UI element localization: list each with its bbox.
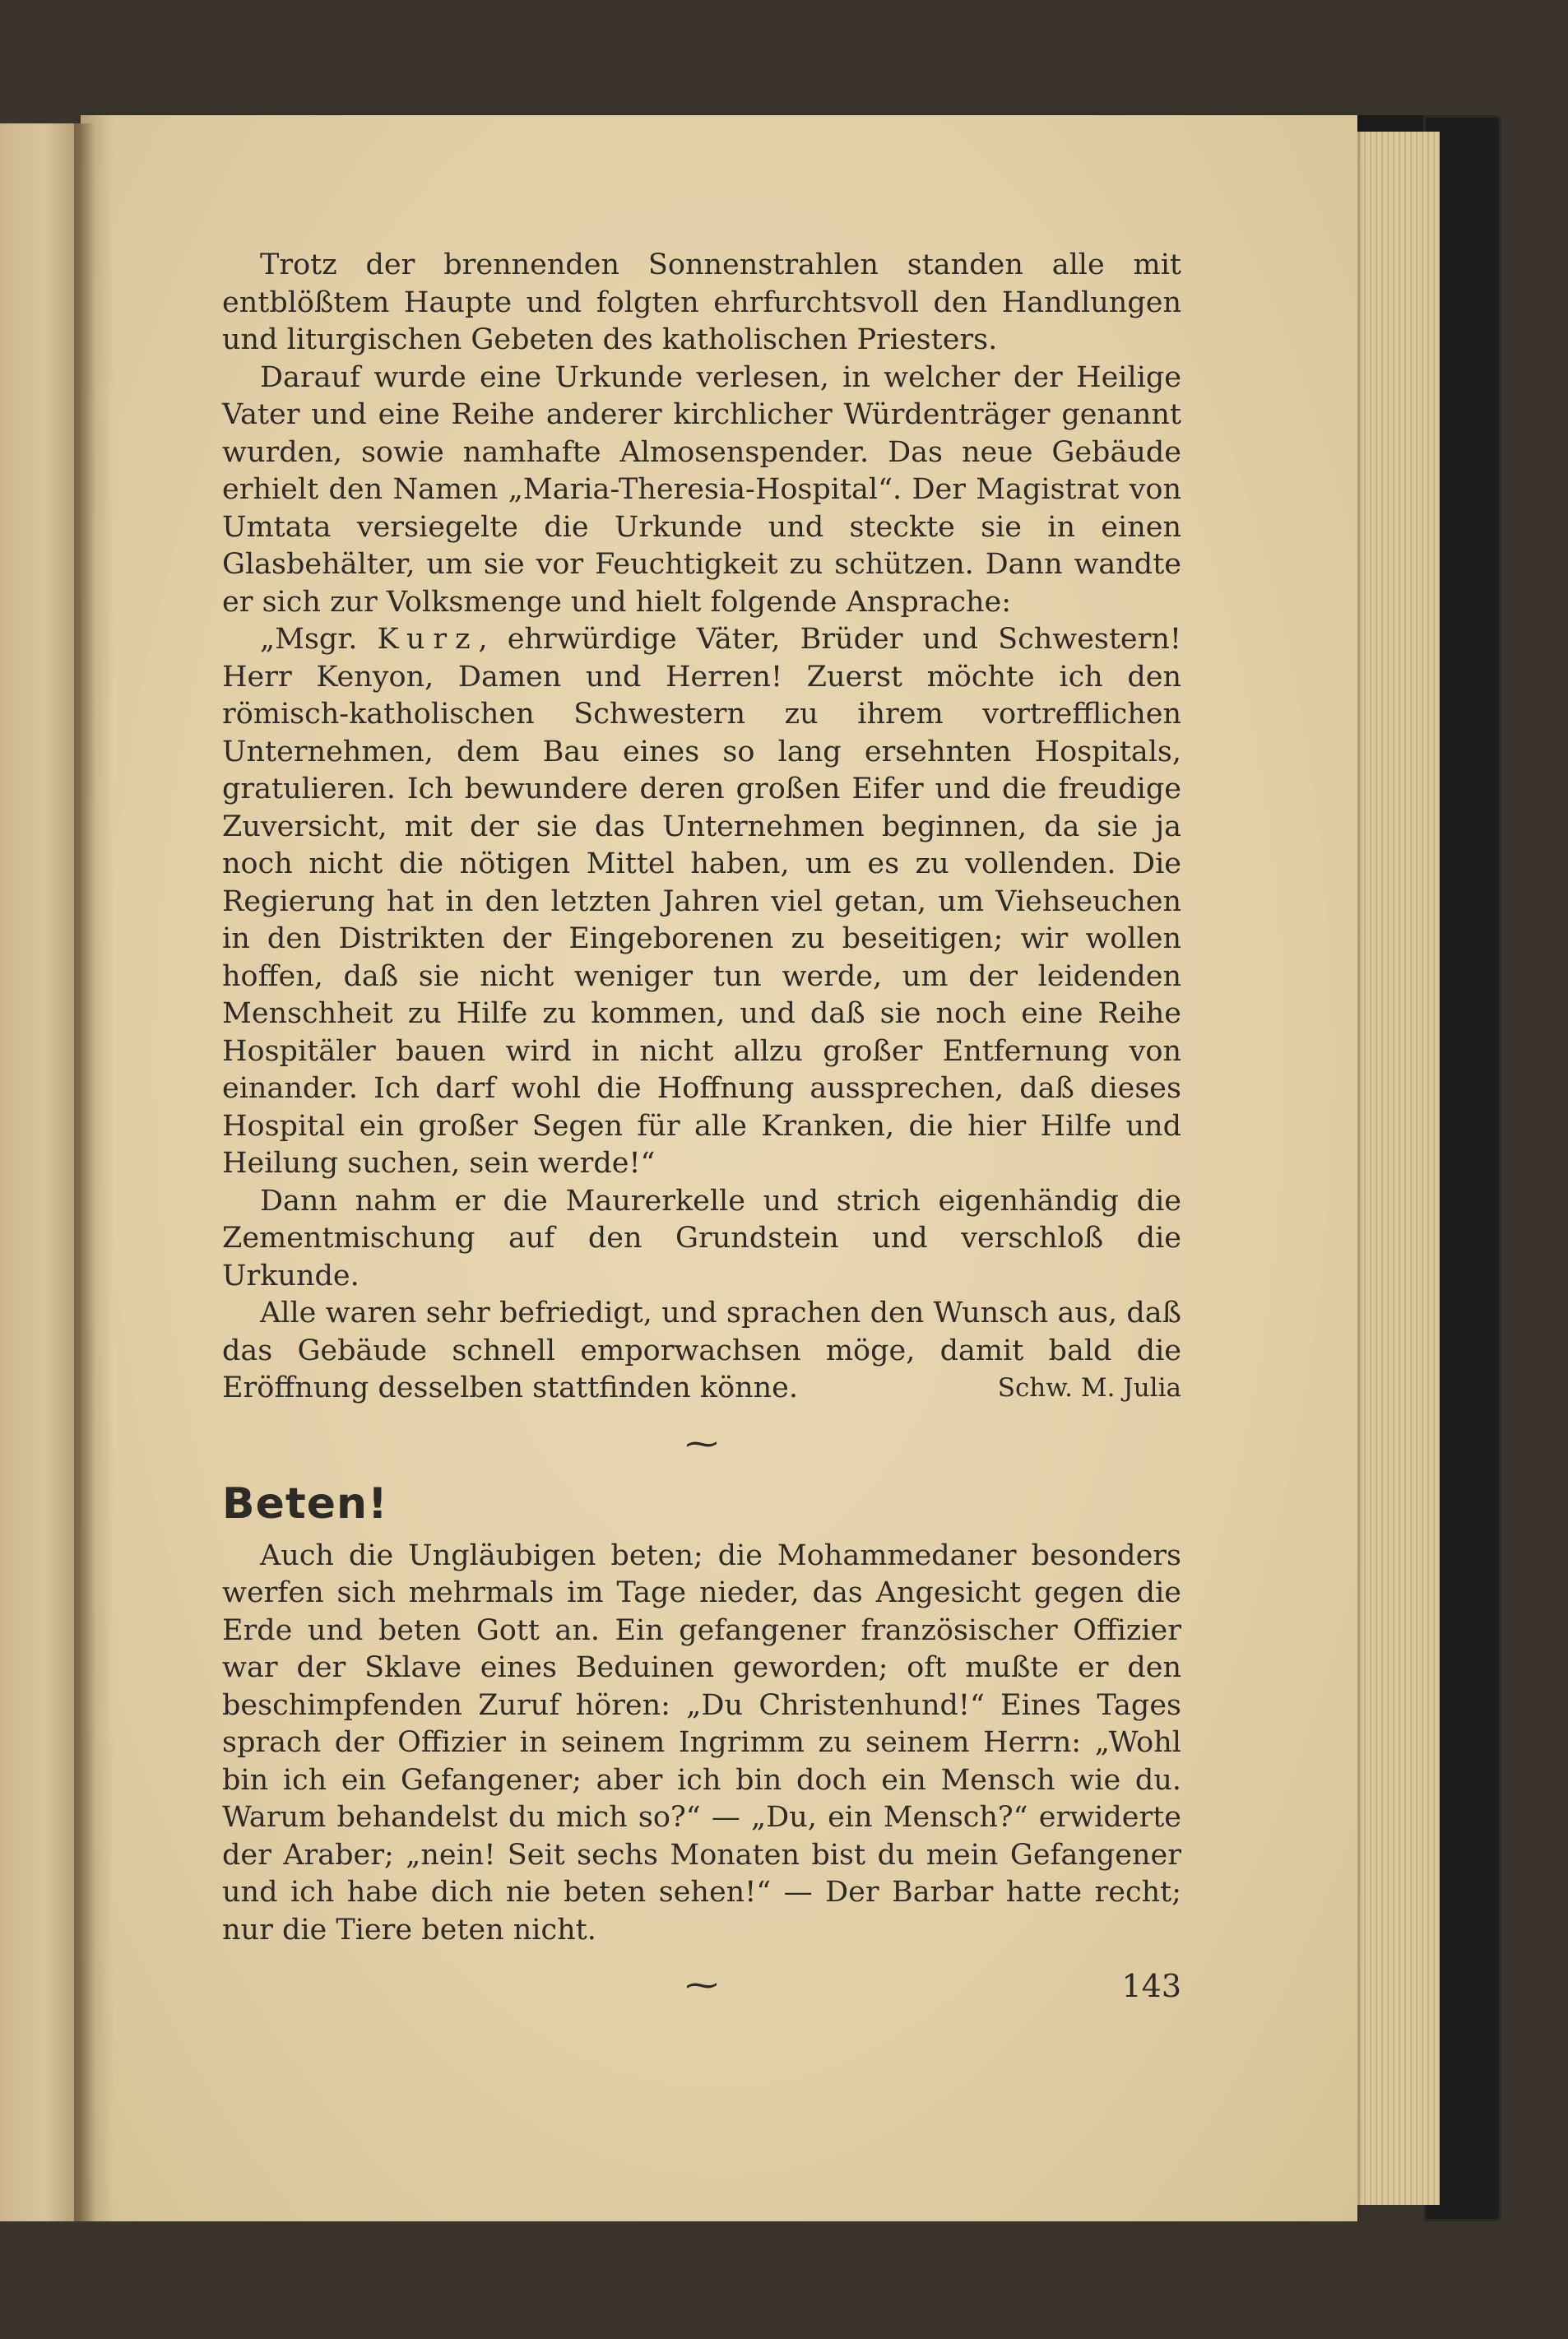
ornament-divider-2: ⁓: [685, 1966, 718, 2004]
article2-paragraph-1: Auch die Ungläubigen beten; die Mohammedaner besonders werfen sich mehrmals im Tage nieder, das Angesicht gegen die Erde und beten Gott an. Ein gefangener französischer Offizier war der Sklave eines Beduinen geworden; oft mußte er den beschimpfenden Zuruf hören: „Du Christenhund!“ Eines Tages sprach der Offizier in seinem Ingrimm zu seinem Herrn: „Wohl bin ich ein Gefangener; aber ich bin doch ein Mensch wie du. Warum behandelst du mich so?“ — „Du, ein Mensch?“ erwiderte der Araber; „nein! Seit sechs Monaten bist du mein Gefangener und ich habe dich nie beten sehen!“ — Der Barbar hatte recht; nur die Tiere beten nicht.: [222, 1538, 1181, 1947]
scan-background: [0, 2221, 1568, 2339]
page-stack-edge: [1349, 132, 1440, 2205]
speech-name: Kurz: [377, 623, 479, 656]
page-number: 143: [1121, 1968, 1181, 2004]
spine-shadow: [74, 123, 95, 2339]
speech-opening: „Msgr.: [260, 623, 358, 656]
signature: Schw. M. Julia: [997, 1373, 1181, 1403]
ornament-divider-1: ⁓: [685, 1424, 718, 1463]
article1-paragraph-5: Alle waren sehr befriedigt, und sprachen den Wunsch aus, daß das Gebäude schnell emporwachsen möge, damit bald die Eröffnung desselben stattfinden könne.: [222, 1297, 1181, 1404]
section-heading: Beten!: [222, 1478, 388, 1529]
article1-speech: [222, 621, 1181, 1183]
facing-page-edge: [0, 123, 81, 2339]
article1-paragraph-4: Dann nahm er die Maurerkelle und strich eigenhändig die Zementmischung auf den Grundstein und verschloß die Urkunde.: [222, 1184, 1181, 1292]
article1-paragraph-1: Trotz der brennenden Sonnenstrahlen standen alle mit entblößtem Haupte und folgten ehrfurchtsvoll den Handlungen und liturgischen Gebeten des katholischen Priesters.: [222, 248, 1181, 356]
page-text: [222, 247, 1181, 2016]
speech-body: , ehrwürdige Väter, Brüder und Schwestern! Herr Kenyon, Damen und Herren! Zuerst möchte ich den römisch-katholischen Schwestern zu ihrem vortrefflichen Unternehmen, dem Bau eines so lang ersehnten Hospitals, gratulieren. Ich bewundere deren großen Eifer und die freudige Zuversicht, mit der sie das Unternehmen beginnen, da sie ja noch nicht die nötigen Mittel haben, um es zu vollenden. Die Regierung hat in den letzten Jahren viel getan, um Viehseuchen in den Distrikten der Eingeborenen zu beseitigen; wir wollen hoffen, daß sie nicht weniger tun werde, um der leidenden Menschheit zu Hilfe zu kommen, und daß sie noch eine Reihe Hospitäler bauen wird in nicht allzu großer Entfernung von einander. Ich darf wohl die Hoffnung aussprechen, daß dieses Hospital ein großer Segen für alle Kranken, die hier Hilfe und Heilung suchen, sein werde!“: [222, 623, 1181, 1180]
article1-paragraph-2: Darauf wurde eine Urkunde verlesen, in welcher der Heilige Vater und eine Reihe anderer kirchlicher Würdenträger genannt wurden, sowie namhafte Almosenspender. Das neue Gebäude erhielt den Namen „Maria-Theresia-Hospital“. Der Magistrat von Umtata versiegelte die Urkunde und steckte sie in einen Glasbehälter, um sie vor Feuchtigkeit zu schützen. Dann wandte er sich zur Volksmenge und hielt folgende Ansprache:: [222, 360, 1181, 619]
